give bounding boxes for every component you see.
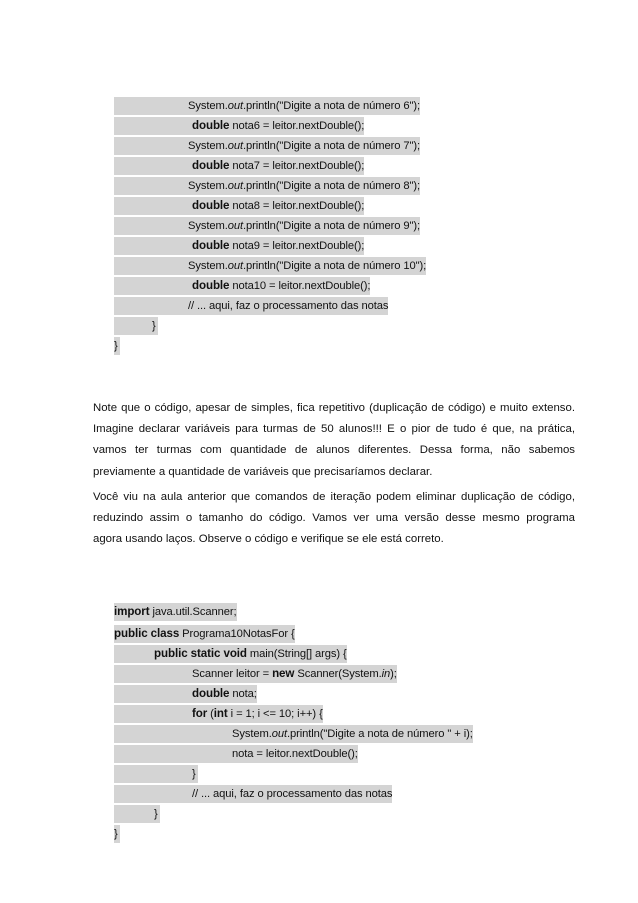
code-highlight	[114, 137, 188, 155]
code-comment: // ... aqui, faz o processamento das notas	[192, 785, 392, 803]
paragraph-line: agora usando laços. Observe o código e verifique se ele está correto.	[93, 533, 444, 546]
code-highlight	[114, 297, 188, 315]
keyword-double: double	[192, 239, 230, 252]
paragraph-line: previamente a quantidade de variáveis que precisaríamos declarar.	[93, 465, 433, 478]
code-text: System.	[188, 100, 228, 112]
closing-brace: }	[154, 805, 160, 823]
code-line	[188, 137, 420, 155]
code-text: out	[227, 180, 243, 192]
code-text: System.	[232, 728, 272, 740]
code-text: nota8 = leitor.nextDouble();	[229, 200, 365, 212]
closing-brace: }	[192, 765, 198, 783]
code-highlight	[114, 277, 192, 295]
code-highlight	[114, 645, 154, 663]
paragraph-line: Imagine declarar variáveis para turmas de 50 alunos!!! E o pior de tudo é que, na prática,	[93, 423, 575, 436]
code-text: nota10 = leitor.nextDouble();	[229, 280, 371, 292]
code-text: .println("Digite a nota de número 7");	[242, 140, 421, 152]
paragraph-line: Note que o código, apesar de simples, fica repetitivo (duplicação de código) e muito extenso.	[93, 402, 575, 414]
code-highlight	[114, 197, 192, 215]
code-text: out	[227, 140, 243, 152]
code-text: Scanner leitor =	[192, 668, 273, 680]
code-text: nota;	[229, 688, 257, 700]
code-text: .println("Digite a nota de número 10");	[242, 260, 427, 272]
code-text: System.	[188, 260, 228, 272]
paragraph-iteration	[93, 487, 575, 551]
code-line	[192, 277, 370, 295]
code-text: );	[390, 668, 397, 680]
code-text: nota6 = leitor.nextDouble();	[229, 120, 365, 132]
code-text: (	[207, 708, 214, 720]
keyword-double: double	[192, 199, 230, 212]
code-highlight	[114, 805, 154, 823]
code-line	[188, 177, 420, 195]
code-highlight	[114, 705, 192, 723]
code-highlight	[114, 237, 192, 255]
code-highlight	[114, 317, 152, 335]
code-text: out	[227, 100, 243, 112]
code-highlight	[114, 785, 192, 803]
code-text: in	[381, 668, 391, 680]
code-line: nota = leitor.nextDouble();	[232, 745, 358, 763]
code-line	[154, 645, 347, 663]
code-highlight	[114, 665, 192, 683]
keyword-public-class: public class	[114, 627, 180, 640]
code-line	[188, 97, 420, 115]
keyword-double: double	[192, 119, 230, 132]
closing-brace: }	[114, 337, 120, 355]
paragraph-note	[93, 398, 575, 483]
code-highlight	[114, 217, 188, 235]
code-text: nota9 = leitor.nextDouble();	[229, 240, 365, 252]
code-highlight	[114, 97, 188, 115]
code-text: java.util.Scanner;	[149, 606, 237, 618]
code-line	[192, 117, 364, 135]
keyword-double: double	[192, 159, 230, 172]
code-text: System.	[188, 180, 228, 192]
code-line	[188, 257, 426, 275]
closing-brace: }	[152, 317, 158, 335]
code-text: .println("Digite a nota de número 6");	[242, 100, 421, 112]
code-highlight	[114, 157, 192, 175]
code-line	[114, 625, 295, 643]
paragraph-line: Você viu na aula anterior que comandos de iteração podem eliminar duplicação de código,	[93, 491, 575, 503]
code-line	[192, 685, 257, 703]
code-comment: // ... aqui, faz o processamento das notas	[188, 297, 388, 315]
keyword-public-static-void: public static void	[154, 647, 247, 660]
code-highlight	[114, 177, 188, 195]
keyword-double: double	[192, 279, 230, 292]
code-text: Scanner(System.	[294, 668, 382, 680]
code-text: .println("Digite a nota de número 8");	[242, 180, 421, 192]
code-line	[192, 665, 397, 683]
keyword-import: import	[114, 605, 150, 618]
keyword-double: double	[192, 687, 230, 700]
code-highlight	[114, 725, 232, 743]
code-highlight	[114, 745, 232, 763]
code-text: Programa10NotasFor {	[179, 628, 295, 640]
code-line	[192, 705, 323, 723]
code-line	[192, 237, 364, 255]
closing-brace: }	[114, 825, 120, 843]
code-highlight	[114, 765, 192, 783]
code-line	[192, 157, 364, 175]
paragraph-line: vamos ter turmas com quantidade de alunos diferentes. Dessa forma, não sabemos	[93, 444, 575, 457]
keyword-new: new	[272, 667, 295, 680]
code-text: System.	[188, 220, 228, 232]
code-text: .println("Digite a nota de número 9");	[242, 220, 421, 232]
code-text: .println("Digite a nota de número " + i);	[286, 728, 473, 740]
code-text: System.	[188, 140, 228, 152]
code-highlight	[114, 685, 192, 703]
code-line	[188, 217, 420, 235]
keyword-for: for	[192, 707, 208, 720]
code-text: out	[271, 728, 287, 740]
paragraph-line: reduzindo assim o tamanho do código. Vamos ver uma versão desse mesmo programa	[93, 512, 575, 525]
code-line	[192, 197, 364, 215]
code-text: out	[227, 260, 243, 272]
code-line	[114, 603, 237, 621]
code-highlight	[114, 117, 192, 135]
code-line	[232, 725, 473, 743]
code-text: nota7 = leitor.nextDouble();	[229, 160, 365, 172]
keyword-int: int	[213, 707, 228, 720]
code-text: i = 1; i <= 10; i++) {	[227, 708, 323, 720]
code-text: main(String[] args) {	[246, 648, 347, 660]
code-highlight	[114, 257, 188, 275]
code-text: out	[227, 220, 243, 232]
